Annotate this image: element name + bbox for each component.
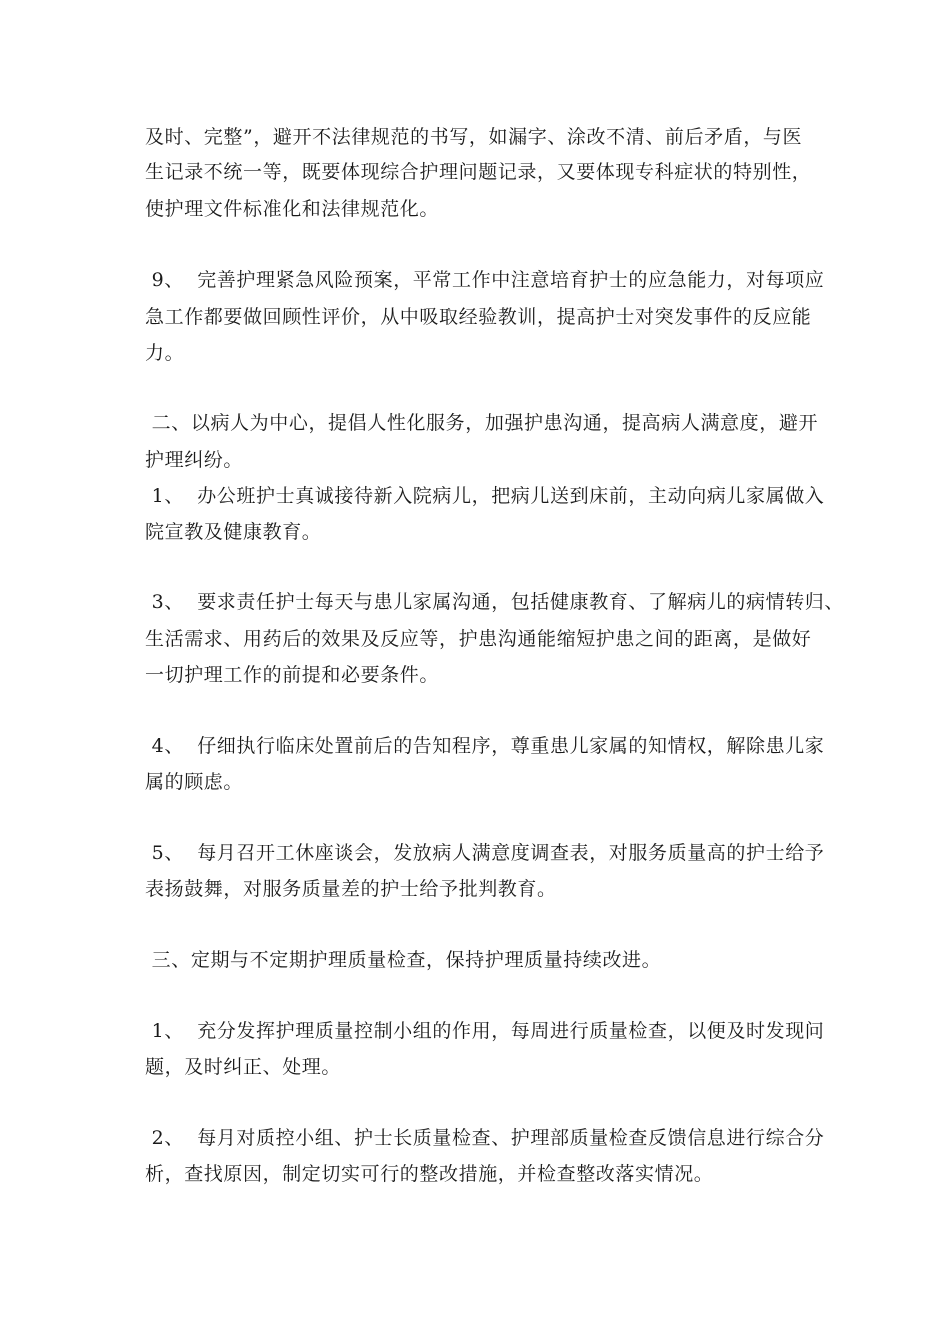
text-line: 护理纠纷。 [145, 449, 244, 471]
section-heading: 三、定期与不定期护理质量检查，保持护理质量持续改进。 [145, 949, 662, 971]
text-line: 1、 办公班护士真诚接待新入院病儿，把病儿送到床前，主动向病儿家属做入 [145, 485, 825, 507]
text-line: 2、 每月对质控小组、护士长质量检查、护理部质量检查反馈信息进行综合分 [145, 1127, 825, 1149]
text-line: 二、以病人为中心，提倡人性化服务，加强护患沟通，提高病人满意度，避开 [145, 412, 819, 434]
text-line: 一切护理工作的前提和必要条件。 [145, 664, 440, 686]
text-line: 4、 仔细执行临床处置前后的告知程序，尊重患儿家属的知情权，解除患儿家 [145, 735, 825, 757]
text-line: 院宣教及健康教育。 [145, 521, 322, 543]
text-line: 生记录不统一等，既要体现综合护理问题记录，又要体现专科症状的特别性， [145, 161, 812, 183]
text-line: 9、 完善护理紧急风险预案，平常工作中注意培育护士的应急能力，对每项应 [145, 269, 825, 291]
text-line: 析，查找原因，制定切实可行的整改措施，并检查整改落实情况。 [145, 1163, 714, 1185]
text-line: 3、 要求责任护士每天与患儿家属沟通，包括健康教育、了解病儿的病情转归、 [145, 591, 845, 613]
text-line: 生活需求、用药后的效果及反应等，护患沟通能缩短护患之间的距离，是做好 [145, 628, 812, 650]
text-line: 及时、完整”，避开不法律规范的书写，如漏字、涂改不清、前后矛盾，与医 [145, 126, 803, 148]
text-line: 属的顾虑。 [145, 771, 244, 793]
text-line: 力。 [145, 342, 185, 364]
text-line: 题，及时纠正、处理。 [145, 1056, 342, 1078]
text-line: 急工作都要做回顾性评价，从中吸取经验教训，提高护士对突发事件的反应能 [145, 306, 812, 328]
text-line: 5、 每月召开工休座谈会，发放病人满意度调查表，对服务质量高的护士给予 [145, 842, 825, 864]
text-line: 1、 充分发挥护理质量控制小组的作用，每周进行质量检查，以便及时发现问 [145, 1020, 825, 1042]
text-line: 表扬鼓舞，对服务质量差的护士给予批判教育。 [145, 878, 557, 900]
text-line: 使护理文件标准化和法律规范化。 [145, 198, 440, 220]
